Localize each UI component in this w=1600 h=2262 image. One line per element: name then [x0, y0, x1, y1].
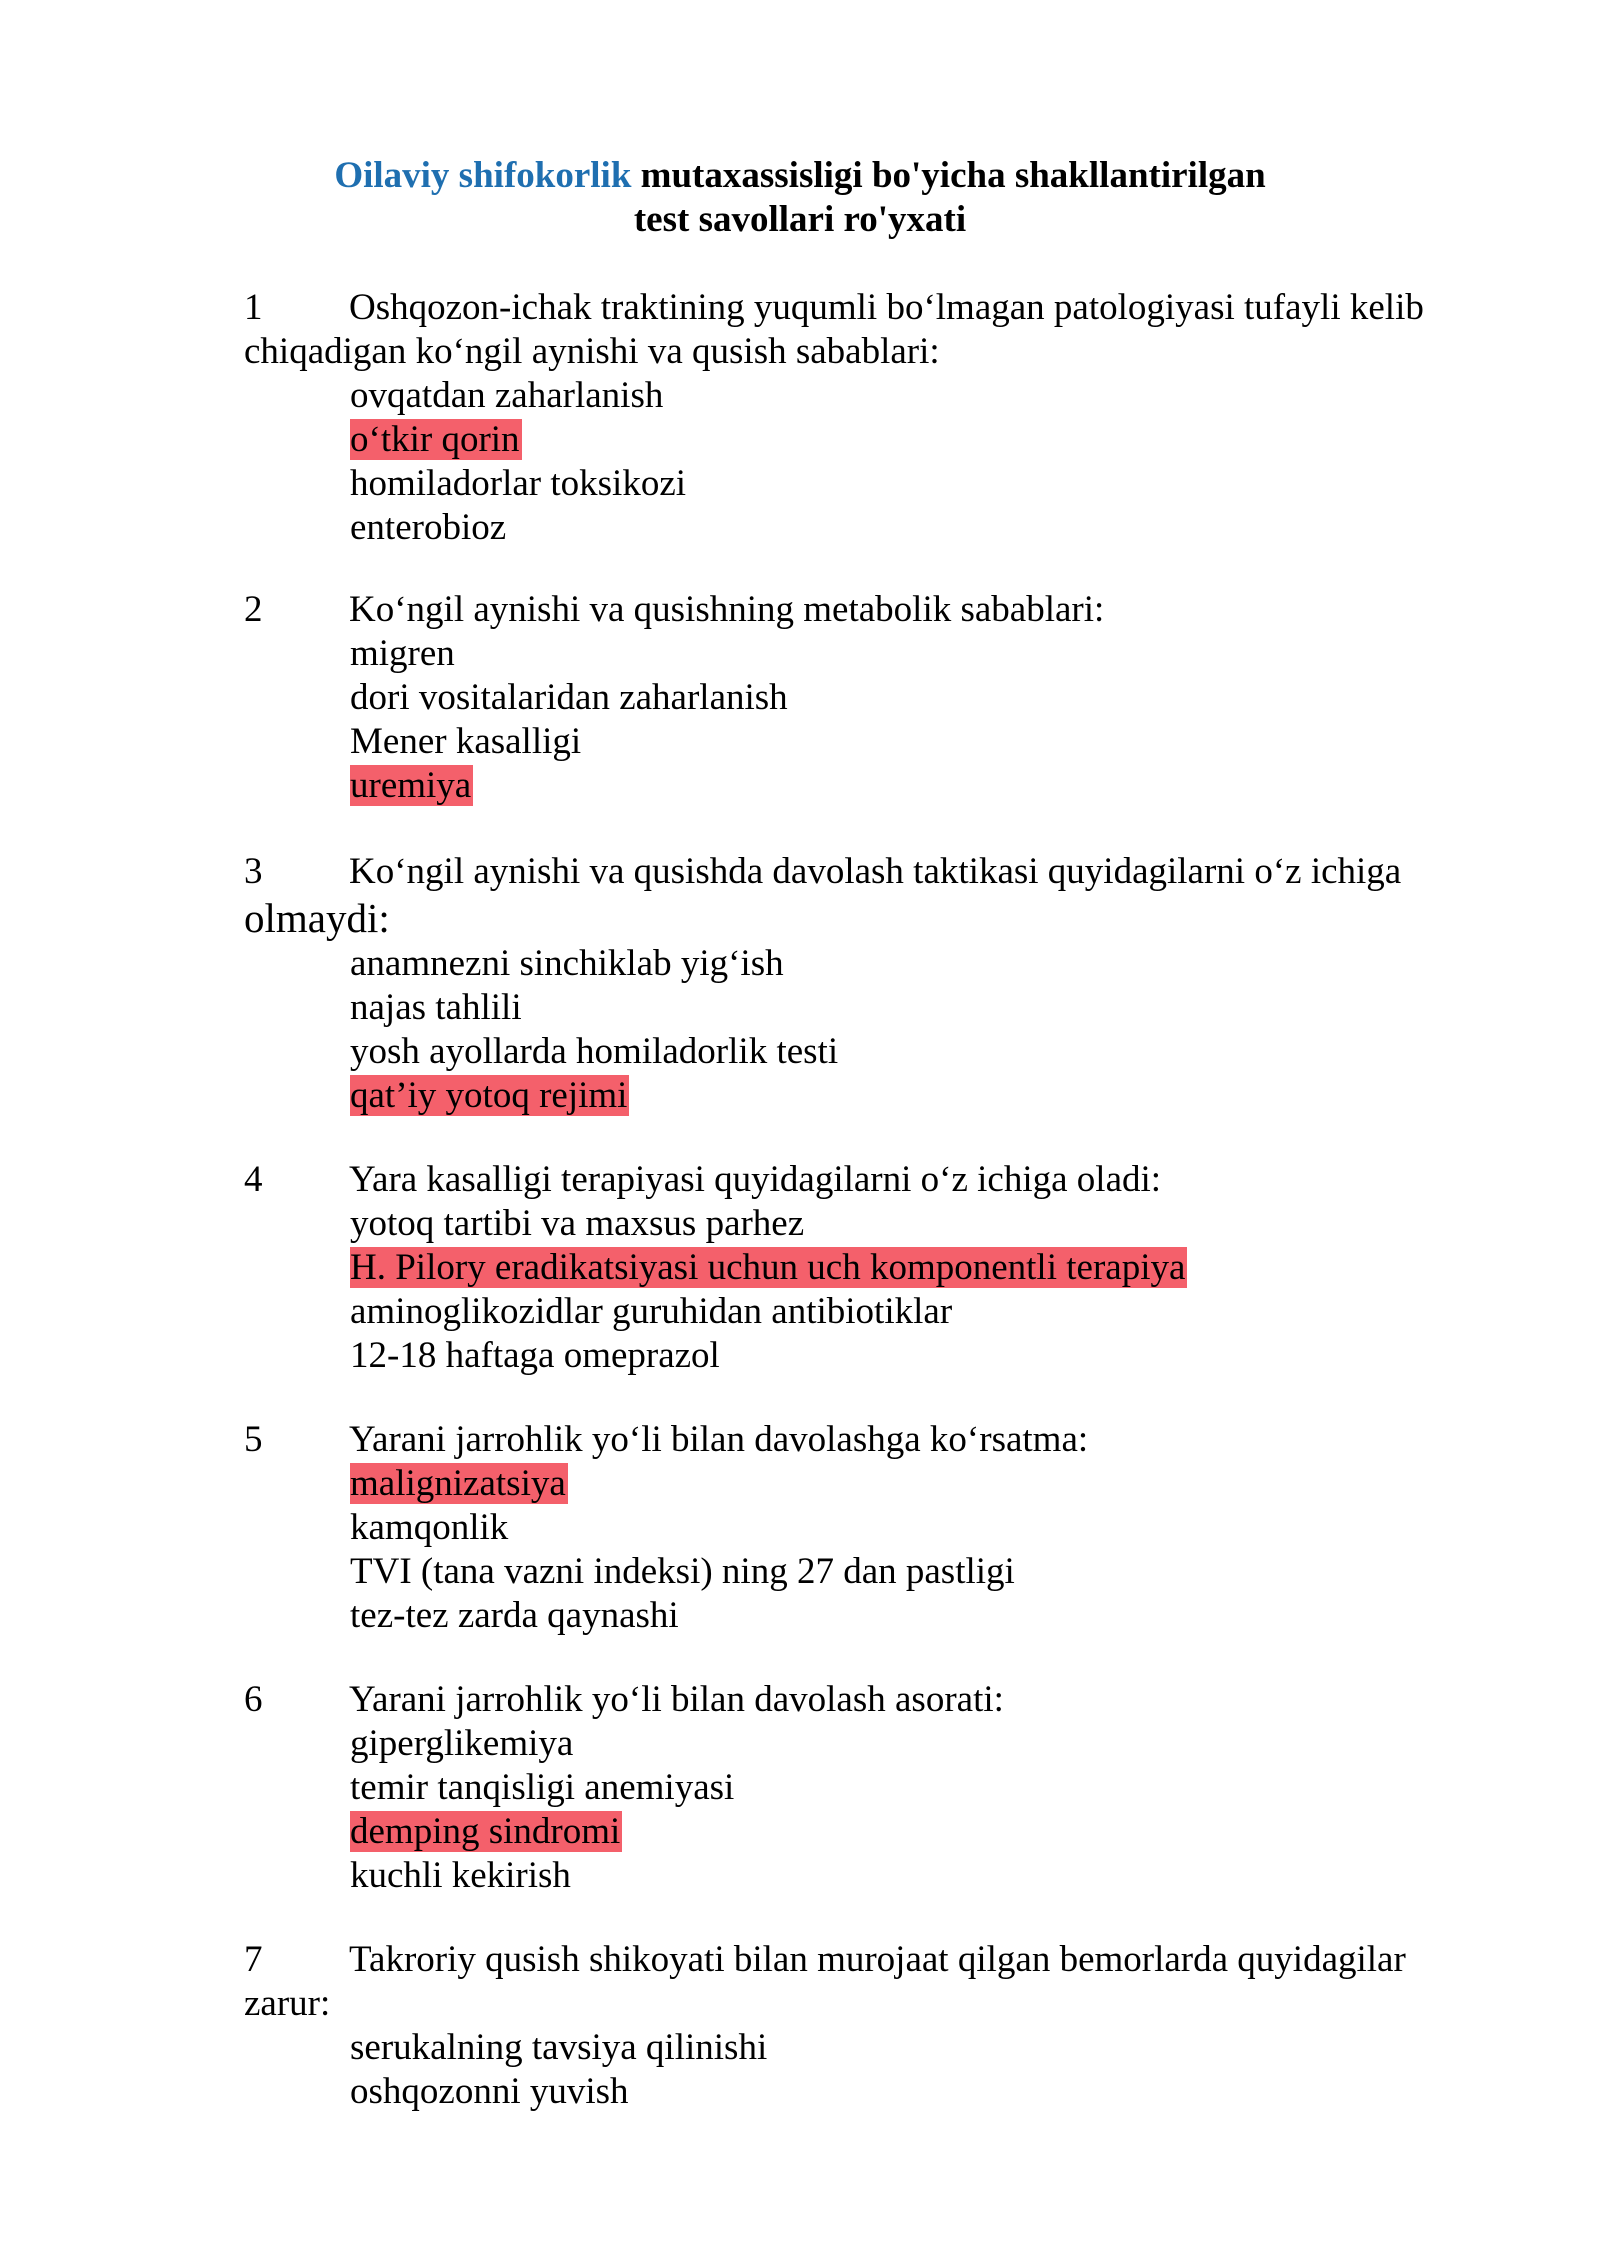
question-stem: Koʻngil aynishi va qusishda davolash taktikasi quyidagilarni oʻz ichiga — [349, 851, 1402, 892]
answer-option: homiladorlar toksikozi — [350, 463, 687, 504]
answer-options — [244, 1722, 1474, 1898]
answer-option-correct: qatʼiy yotoq rejimi — [350, 1075, 628, 1116]
answer-options — [244, 2026, 1474, 2114]
question-number: 4 — [244, 1159, 263, 1200]
answer-option: ovqatdan zaharlanish — [350, 375, 664, 416]
answer-options — [244, 1462, 1474, 1638]
answer-option: najas tahlili — [350, 987, 522, 1028]
answer-option-correct: H. Pilory eradikatsiyasi uchun uch komponentli terapiya — [350, 1247, 1186, 1288]
question-stem: Yarani jarrohlik yoʻli bilan davolash asorati: — [349, 1679, 1004, 1720]
answer-option: oshqozonni yuvish — [350, 2071, 629, 2112]
answer-option: enterobioz — [350, 507, 507, 548]
question-6 — [244, 1678, 1474, 1898]
answer-option: kamqonlik — [350, 1507, 509, 1548]
answer-option: giperglikemiya — [350, 1723, 574, 1764]
answer-option: migren — [350, 633, 455, 674]
answer-options — [244, 374, 1474, 550]
question-5 — [244, 1418, 1474, 1638]
answer-option: Mener kasalligi — [350, 721, 582, 762]
question-stem: Yara kasalligi terapiyasi quyidagilarni oʻz ichiga oladi: — [349, 1159, 1162, 1200]
document-subtitle: test savollari ro'yxati — [633, 199, 967, 240]
question-number: 1 — [244, 287, 263, 328]
title-rest: mutaxassisligi bo'yicha shakllantirilgan — [631, 155, 1266, 196]
answer-option: aminoglikozidlar guruhidan antibiotiklar — [350, 1291, 953, 1332]
answer-options — [244, 1202, 1474, 1378]
question-2 — [244, 588, 1474, 808]
question-number: 6 — [244, 1679, 263, 1720]
question-stem: Yarani jarrohlik yoʻli bilan davolashga koʻrsatma: — [349, 1419, 1089, 1460]
answer-option: kuchli kekirish — [350, 1855, 571, 1896]
question-number: 2 — [244, 589, 263, 630]
question-stem: Takroriy qusish shikoyati bilan murojaat qilgan bemorlarda quyidagilar zarur: — [244, 1939, 1406, 2024]
question-4 — [244, 1158, 1474, 1378]
title-accent: Oilaviy shifokorlik — [334, 155, 632, 196]
answer-option-correct: malignizatsiya — [350, 1463, 566, 1504]
question-number: 3 — [244, 851, 263, 892]
question-1 — [244, 286, 1474, 550]
question-stem: Koʻngil aynishi va qusishning metabolik sabablari: — [349, 589, 1105, 630]
document-title — [0, 154, 1600, 198]
answer-option: yotoq tartibi va maxsus parhez — [350, 1203, 805, 1244]
answer-option-correct: uremiya — [350, 765, 472, 806]
question-7 — [244, 1938, 1474, 2114]
question-3 — [244, 850, 1474, 1118]
answer-option: serukalning tavsiya qilinishi — [350, 2027, 768, 2068]
question-stem-tail: olmaydi: — [244, 895, 390, 941]
question-stem: Oshqozon-ichak traktining yuqumli boʻlmagan patologiyasi tufayli kelib chiqadigan koʻngil aynishi va qusish sabablari: — [244, 287, 1424, 372]
question-number: 7 — [244, 1939, 263, 1980]
answer-option-correct: oʻtkir qorin — [350, 419, 520, 460]
answer-option: dori vositalaridan zaharlanish — [350, 677, 788, 718]
question-number: 5 — [244, 1419, 263, 1460]
answer-option: TVI (tana vazni indeksi) ning 27 dan pastligi — [350, 1551, 1015, 1592]
answer-option: temir tanqisligi anemiyasi — [350, 1767, 735, 1808]
answer-option: anamnezni sinchiklab yigʻish — [350, 943, 784, 984]
answer-option: yosh ayollarda homiladorlik testi — [350, 1031, 839, 1072]
answer-option: 12-18 haftaga omeprazol — [350, 1335, 720, 1376]
answer-options — [244, 942, 1474, 1118]
answer-options — [244, 632, 1474, 808]
answer-option: tez-tez zarda qaynashi — [350, 1595, 679, 1636]
answer-option-correct: demping sindromi — [350, 1811, 621, 1852]
